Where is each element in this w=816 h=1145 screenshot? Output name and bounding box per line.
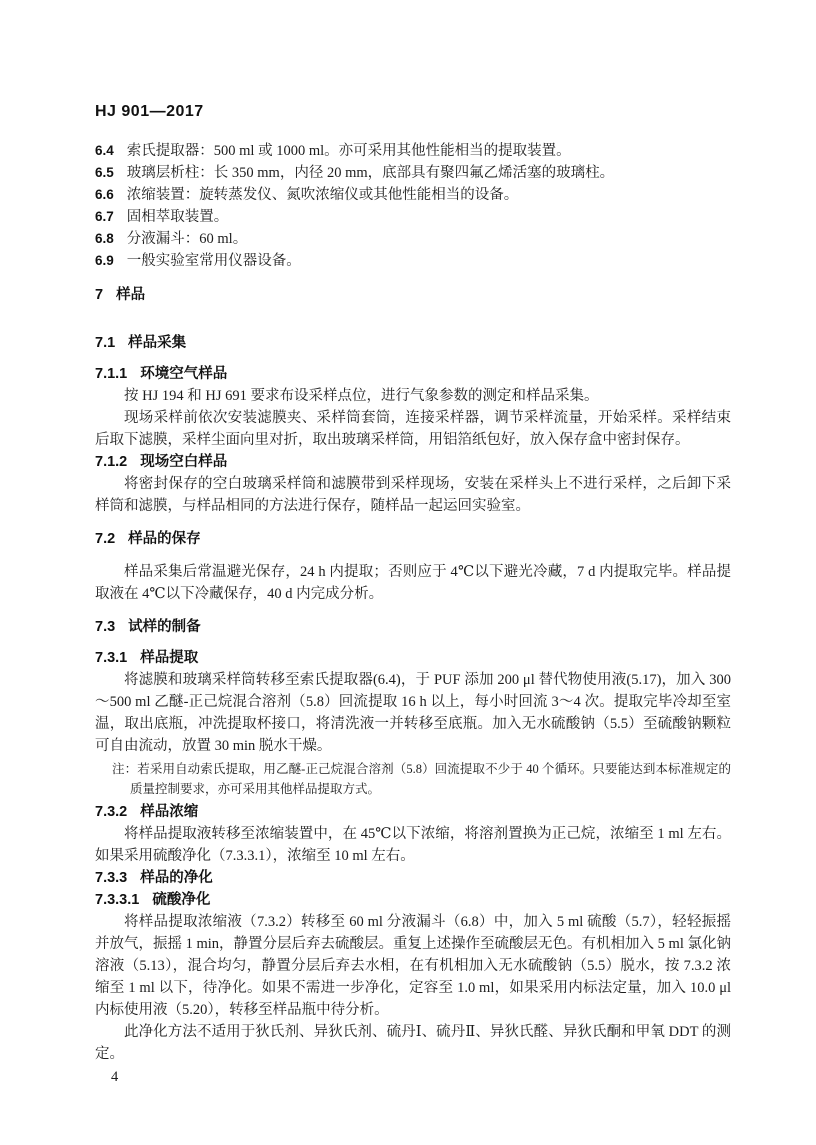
heading-title: 试样的制备 bbox=[128, 619, 201, 635]
heading-number: 7.1.1 bbox=[95, 366, 128, 382]
heading-title: 环境空气样品 bbox=[140, 366, 228, 382]
section-7-3-1-heading bbox=[95, 647, 731, 669]
heading-number: 7.3.3 bbox=[95, 870, 128, 886]
paragraph-cleanup-limitation: 此净化方法不适用于狄氏剂、异狄氏剂、硫丹Ⅰ、硫丹Ⅱ、异狄氏醛、异狄氏酮和甲氧 DDT 的测定。 bbox=[95, 1024, 731, 1062]
clause-text: 浓缩装置：旋转蒸发仪、氮吹浓缩仪或其他性能相当的设备。 bbox=[126, 187, 519, 203]
paragraph-field-sampling: 现场采样前依次安装滤膜夹、采样筒套筒，连接采样器，调节采样流量，开始采样。采样结束后取下滤膜，采样尘面向里对折，取出玻璃采样筒，用铝箔纸包好，放入保存盒中密封保存。 bbox=[95, 410, 731, 448]
heading-number: 7.2 bbox=[95, 531, 116, 547]
heading-number: 7.3 bbox=[95, 619, 116, 635]
clause-number: 6.5 bbox=[95, 165, 114, 180]
clause-text: 固相萃取装置。 bbox=[126, 209, 229, 225]
clause-text: 分液漏斗：60 ml。 bbox=[126, 231, 248, 247]
paragraph-field-blank: 将密封保存的空白玻璃采样筒和滤膜带到采样现场，安装在采样头上不进行采样，之后卸下采样筒和滤膜，与样品相同的方法进行保存，随样品一起运回实验室。 bbox=[95, 476, 731, 514]
clause-text: 玻璃层析柱：长 350 mm，内径 20 mm，底部具有聚四氟乙烯活塞的玻璃柱。 bbox=[126, 165, 615, 181]
heading-number: 7.3.1 bbox=[95, 650, 128, 666]
heading-number: 7.1 bbox=[95, 335, 116, 351]
heading-title: 样品 bbox=[116, 287, 146, 303]
paragraph-sulfuric-acid-cleanup: 将样品提取浓缩液（7.3.2）转移至 60 ml 分液漏斗（6.8）中，加入 5 ml 硫酸（5.7），轻轻振摇并放气，振摇 1 min，静置分层后弃去硫酸层。重复上述操作至硫酸层无色。有机相加入 5 ml 氯化钠溶液（5.13），混合均匀，静置分层后弃去水相，在有机相加入无水硫酸钠（5.5）脱水，按 7.3.2 浓缩至 1 ml 以下，待净化。如果不需进一步净化，定容至 1.0 ml，如果采用内标法定量，加入 10.0 μl 内标使用液（5.20），转移至样品瓶中待分析。 bbox=[95, 914, 731, 1018]
section-7-1-1-heading bbox=[95, 363, 731, 385]
clause-6-8 bbox=[95, 228, 731, 250]
paragraph-sample-concentration: 将样品提取液转移至浓缩装置中，在 45℃以下浓缩，将溶剂置换为正己烷，浓缩至 1 ml 左右。如果采用硫酸净化（7.3.3.1），浓缩至 10 ml 左右。 bbox=[95, 826, 731, 864]
page-content bbox=[95, 102, 731, 1088]
heading-number: 7.3.2 bbox=[95, 804, 128, 820]
heading-number: 7 bbox=[95, 287, 104, 303]
clause-number: 6.8 bbox=[95, 231, 114, 246]
equipment-clause-list bbox=[95, 140, 731, 272]
heading-title: 样品的净化 bbox=[140, 870, 213, 886]
section-7-3-3-heading bbox=[95, 867, 731, 889]
section-7-3-3-1-heading bbox=[95, 889, 731, 911]
standard-code: HJ 901—2017 bbox=[95, 103, 204, 120]
page-number: 4 bbox=[111, 1069, 119, 1085]
heading-title: 样品采集 bbox=[128, 335, 187, 351]
clause-number: 6.4 bbox=[95, 143, 114, 158]
section-7-3-heading bbox=[95, 616, 731, 638]
heading-title: 样品提取 bbox=[140, 650, 199, 666]
heading-number: 7.1.2 bbox=[95, 454, 128, 470]
clause-number: 6.6 bbox=[95, 187, 114, 202]
clause-text: 一般实验室常用仪器设备。 bbox=[126, 253, 301, 269]
paragraph-sample-storage: 样品采集后常温避光保存，24 h 内提取；否则应于 4℃以下避光冷藏，7 d 内提取完毕。样品提取液在 4℃以下冷藏保存，40 d 内完成分析。 bbox=[95, 564, 731, 602]
heading-title: 硫酸净化 bbox=[152, 892, 211, 908]
clause-6-7 bbox=[95, 206, 731, 228]
clause-6-5 bbox=[95, 162, 731, 184]
section-7-3-2-heading bbox=[95, 801, 731, 823]
section-7-2-heading bbox=[95, 528, 731, 550]
heading-number: 7.3.3.1 bbox=[95, 892, 140, 908]
heading-title: 样品的保存 bbox=[128, 531, 201, 547]
clause-text: 索氏提取器：500 ml 或 1000 ml。亦可采用其他性能相当的提取装置。 bbox=[126, 143, 571, 159]
heading-title: 样品浓缩 bbox=[140, 804, 199, 820]
note bbox=[95, 759, 731, 799]
clause-6-4 bbox=[95, 140, 731, 162]
clause-number: 6.7 bbox=[95, 209, 114, 224]
clause-6-9 bbox=[95, 250, 731, 272]
clause-6-6 bbox=[95, 184, 731, 206]
section-7-1-heading bbox=[95, 332, 731, 354]
heading-title: 现场空白样品 bbox=[140, 454, 228, 470]
note-text: 若采用自动索氏提取，用乙醚-正己烷混合溶剂（5.8）回流提取不少于 40 个循环。只要能达到本标准规定的质量控制要求，亦可采用其他样品提取方式。 bbox=[130, 762, 731, 796]
section-7-heading bbox=[95, 284, 731, 306]
note-label: 注： bbox=[112, 762, 138, 776]
paragraph-sample-extraction: 将滤膜和玻璃采样筒转移至索氏提取器(6.4)，于 PUF 添加 200 μl 替代物使用液(5.17)，加入 300～500 ml 乙醚-正己烷混合溶剂（5.8）回流提取 16 h 以上，每小时回流 3～4 次。提取完毕冷却至室温，取出底瓶，冲洗提取杯接口，将清洗液一并转移至底瓶。加入无水硫酸钠（5.5）至硫酸钠颗粒可自由流动，放置 30 min 脱水干燥。 bbox=[95, 672, 731, 754]
section-7-1-2-heading bbox=[95, 451, 731, 473]
paragraph-sampling-points: 按 HJ 194 和 HJ 691 要求布设采样点位，进行气象参数的测定和样品采集。 bbox=[124, 388, 599, 404]
clause-number: 6.9 bbox=[95, 253, 114, 268]
